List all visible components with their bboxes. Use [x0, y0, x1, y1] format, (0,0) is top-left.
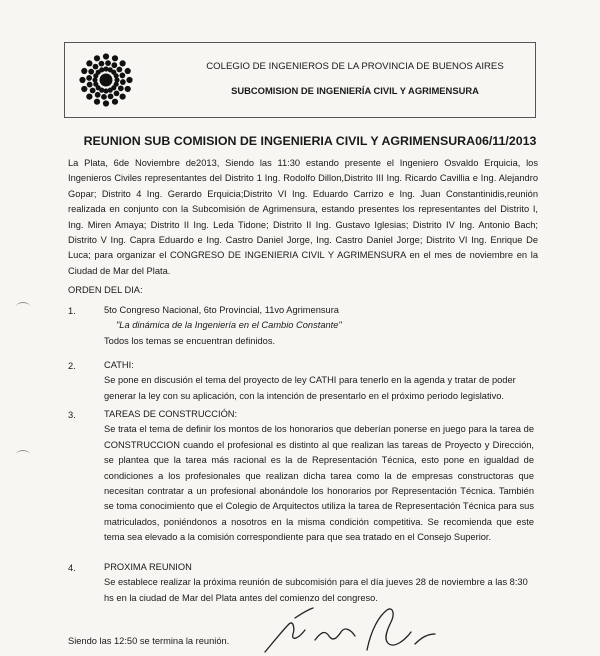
institution-sun-logo-icon: [75, 49, 137, 111]
handwritten-signature: [255, 600, 455, 656]
closing-line: Siendo las 12:50 se termina la reunión.: [68, 636, 230, 646]
agenda-item: [104, 407, 534, 546]
letterhead-subcommission: SUBCOMISION DE INGENIERÍA CIVIL Y AGRIMENSURA: [231, 85, 479, 96]
intro-paragraph: La Plata, 6de Noviembre de2013, Siendo las 11:30 estando presente el Ingeniero Osvaldo Erquicia, los Ingenieros Civiles representantes del Distrito 1 Ing. Rodolfo Dillon,Distrito III Ing. Ricardo Cavillia e Ing. Alejandro Gopar; Distrito 4 Ing. Gerardo Erquicia;Distrito VI Ing. Eduardo Carrizo e Ing. Juan Constantinidis,reunión realizada en conjunto con la Subcomisión de Agrimensura, estando presentes los representantes del Distrito I, Ing. Miren Amaya; Distrito II Ing. Leda Tidone; Distrito II Ing. Gustavo Iglesias; Distrito IV Ing. Antonio Bach; Distrito V Ing. Capra Eduardo e Ing. Castro Daniel Jorge, Ing. Castro Daniel Jorge; Distrito VI Ing. Enrique De Luca; para organizar el CONGRESO DE INGENIERIA CIVIL Y AGRIMENSURA en el mes de noviembre en la Ciudad de Mar del Plata.: [68, 158, 538, 276]
agenda-item-title: 5to Congreso Nacional, 6to Provincial, 11vo Agrimensura: [104, 305, 339, 315]
agenda-item: [104, 303, 534, 349]
agenda-item-body: Se establece realizar la próxima reunión de subcomisión para el día jueves 28 de noviembre a las 8:30 hs en la ciudad de Mar del Plata antes del comienzo del congreso.: [104, 577, 528, 603]
agenda-item-number: 1.: [68, 306, 76, 316]
agenda-item: [104, 358, 534, 404]
agenda-item-body: Todos los temas se encuentran definidos.: [104, 335, 276, 346]
punch-hole-mark: [16, 450, 30, 459]
letterhead-institution: COLEGIO DE INGENIEROS DE LA PROVINCIA DE BUENOS AIRES: [206, 61, 504, 72]
punch-hole-mark: [16, 302, 30, 311]
agenda-item-number: 2.: [68, 361, 76, 371]
agenda-item-number: 3.: [68, 410, 76, 420]
agenda-item-subtitle: "La dinámica de la Ingeniería en el Cambio Constante": [116, 320, 342, 331]
agenda-heading: ORDEN DEL DIA:: [68, 285, 143, 295]
agenda-item-body: Se trata el tema de definir los montos de los honorarios que deberían ponerse en juego para la tarea de CONSTRUCCION cuando el profesional es distinto al que realizan las tareas de Proyecto y Dirección, se plantea que la tarea más racional es la de Representación Técnica, esto pone en igualdad de condiciones a los profesionales que realizan dicha tarea como la de empresas constructoras que necesitan contratar a un profesional abonándole los honorarios por Representación Técnica. También se toma conocimiento que el Colegio de Arquitectos utiliza la tarea de Representación Técnica para sus matriculados, poniéndonos a nosotros en la misma condición competitiva. Se recomienda que este tema sea elevado a la comisión correspondiente para que sea tratado en el Consejo Superior.: [104, 424, 534, 543]
document-title: REUNION SUB COMISION DE INGENIERIA CIVIL Y AGRIMENSURA06/11/2013: [83, 134, 537, 148]
agenda-item-title: PROXIMA REUNION: [104, 562, 192, 572]
agenda-item-number: 4.: [68, 563, 76, 573]
letterhead-box: [64, 42, 536, 118]
agenda-item-title: TAREAS DE CONSTRUCCIÓN:: [104, 409, 238, 419]
agenda-item-body: Se pone en discusión el tema del proyecto de ley CATHI para tenerlo en la agenda y tratar de poder generar la ley con su aplicación, con la intención de presentarlo en el próximo periodo legislativo.: [104, 375, 516, 401]
agenda-item-title: CATHI:: [104, 360, 134, 370]
